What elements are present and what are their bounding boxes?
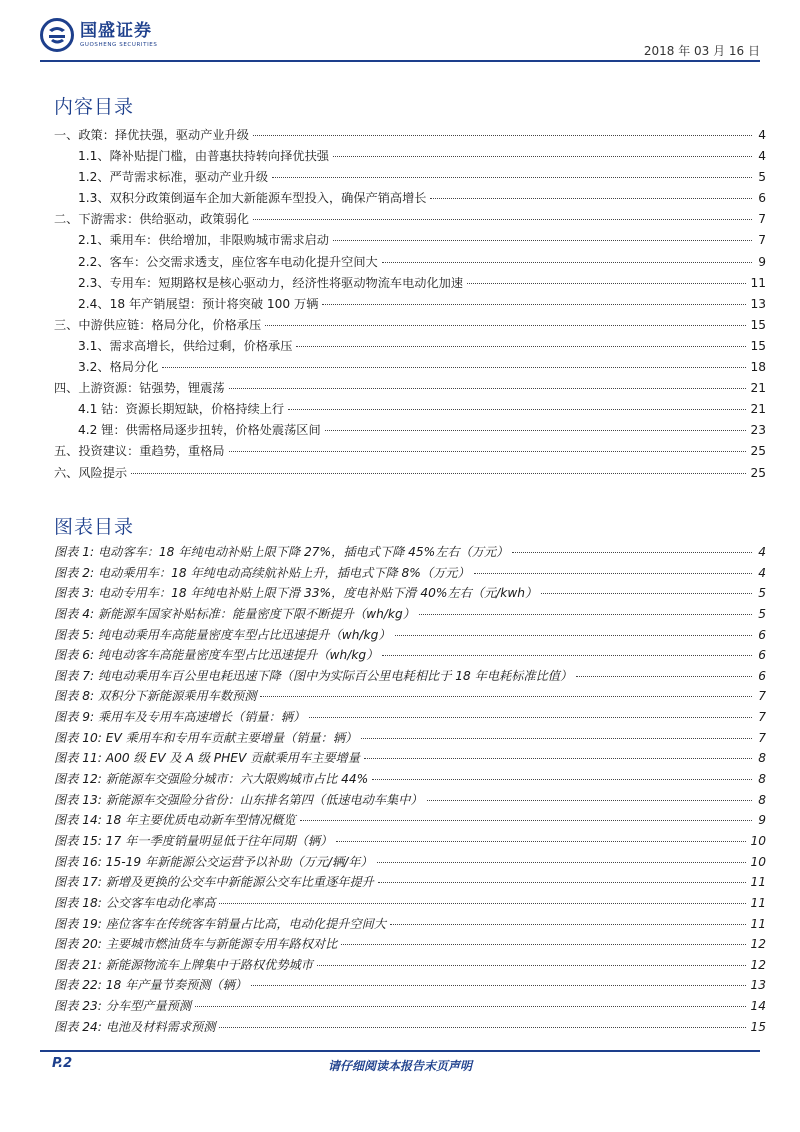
toc-entry-page: 23 [750,423,766,438]
toc-entry-label: 五、投资建议：重趋势，重格局 [54,444,225,459]
toc-entry[interactable] [54,337,766,358]
toc-entry-label: 图表 3: 电动专用车：18 年纯电补贴上限下滑 33%，度电补贴下滑 40%左右（元/kwh） [54,586,538,601]
toc-entry-page: 13 [750,296,766,311]
dot-leader [195,1006,746,1007]
toc-entry[interactable] [54,811,766,832]
toc-entry-page: 8 [758,772,766,787]
dot-leader [382,262,752,263]
toc-entry-label: 图表 24: 电池及材料需求预测 [54,1019,216,1034]
toc-entry[interactable] [54,358,766,379]
toc-entry[interactable] [54,442,766,463]
dot-leader [364,758,752,759]
toc-entry-page: 4 [758,128,766,142]
dot-leader [300,820,752,821]
toc-entry[interactable] [54,464,766,485]
disclaimer-note: 请仔细阅读本报告末页声明 [327,1059,472,1073]
toc-entry[interactable] [54,295,766,316]
dot-leader [229,388,747,389]
toc-entry-page: 25 [750,465,766,480]
toc-entry-label: 图表 12: 新能源车交强险分城市：六大限购城市占比 44% [54,772,369,787]
toc-entry-label: 图表 6: 纯电动客车高能量密度车型占比迅速提升（wh/kg） [54,648,379,663]
toc-entry-page: 4 [758,149,766,164]
toc-entry-label: 图表 16: 15-19 年新能源公交运营予以补助（万元/辆/年） [54,854,373,869]
toc-entry-page: 11 [750,916,766,931]
dot-leader [395,635,752,636]
dot-leader [325,430,747,431]
toc-entry-page: 7 [758,212,766,227]
dot-leader [361,738,752,739]
toc-entry-page: 14 [750,999,766,1014]
toc-entry-label: 一、政策：择优扶强，驱动产业升级 [54,128,249,142]
toc-entry[interactable] [54,379,766,400]
toc-entry[interactable] [54,626,766,647]
toc-entry-label: 3.2、格局分化 [78,360,159,375]
toc-entry-label: 图表 7: 纯电动乘用车百公里电耗迅速下降（图中为实际百公里电耗相比于 18 年电耗标准比值） [54,668,573,683]
toc-entry[interactable] [54,231,766,252]
toc-entry-label: 2.4、18 年产销展望：预计将突破 100 万辆 [78,296,319,311]
dot-leader [372,779,752,780]
page-number: P.2 [52,1056,73,1071]
guosheng-logo-icon [40,18,74,52]
dot-leader [474,573,752,574]
toc-entry-page: 6 [758,191,766,206]
toc-entry-label: 二、下游需求：供给驱动，政策弱化 [54,212,249,227]
toc-entry[interactable] [54,915,766,936]
dot-leader [265,325,746,326]
toc-entry-page: 6 [758,668,766,683]
figures-list [54,543,766,1038]
toc-entry-label: 图表 18: 公交客车电动化率高 [54,895,216,910]
dot-leader [219,1027,746,1028]
toc-entry-page: 15 [750,317,766,332]
toc-entry[interactable] [54,605,766,626]
toc-entry[interactable] [54,832,766,853]
toc-entry[interactable] [54,729,766,750]
toc-entry-label: 图表 20: 主要城市燃油货车与新能源专用车路权对比 [54,937,338,952]
dot-leader [378,882,747,883]
dot-leader [390,924,746,925]
dot-leader [576,676,752,677]
dot-leader [336,841,746,842]
toc-entry-label: 3.1、需求高增长，供给过剩，价格承压 [78,338,293,353]
toc-entry[interactable] [54,749,766,770]
dot-leader [253,135,752,136]
toc-entry[interactable] [54,1018,766,1039]
toc-entry[interactable] [54,564,766,585]
toc-entry[interactable] [54,935,766,956]
toc-entry-label: 六、风险提示 [54,465,128,480]
dot-leader [251,985,746,986]
toc-entry-page: 11 [750,895,766,910]
toc-entry-page: 18 [750,360,766,375]
toc-entry[interactable] [54,147,766,168]
toc-entry[interactable] [54,274,766,295]
dot-leader [341,944,746,945]
toc-entry-label: 2.3、专用车：短期路权是核心驱动力，经济性将驱动物流车电动化加速 [78,275,464,290]
toc-entry-page: 15 [750,1019,766,1034]
toc-entry[interactable] [54,400,766,421]
toc-entry-label: 图表 9: 乘用车及专用车高速增长（销量：辆） [54,710,306,725]
toc-entry[interactable] [54,853,766,874]
toc-entry-label: 图表 10: EV 乘用车和专用车贡献主要增量（销量：辆） [54,730,358,745]
toc-entry-label: 图表 17: 新增及更换的公交车中新能源公交车比重逐年提升 [54,875,374,890]
dot-leader [131,473,746,474]
toc-entry-page: 10 [750,854,766,869]
toc-entry[interactable] [54,126,766,147]
toc-entry[interactable] [54,687,766,708]
toc-entry-page: 6 [758,627,766,642]
toc-entry[interactable] [54,189,766,210]
toc-entry[interactable] [54,584,766,605]
toc-entry-label: 图表 1: 电动客车：18 年纯电动补贴上限下降 27%，插电式下降 45%左右（万元） [54,545,509,559]
toc-entry-label: 三、中游供应链：格局分化，价格承压 [54,317,262,332]
toc-entry-page: 5 [758,170,766,185]
dot-leader [467,283,746,284]
toc-entry-label: 图表 4: 新能源车国家补贴标准：能量密度下限不断提升（wh/kg） [54,606,415,621]
toc-entry-page: 15 [750,338,766,353]
figures-title: 图表目录 [54,516,135,538]
toc-entry[interactable] [54,316,766,337]
toc-entry[interactable] [54,976,766,997]
report-date: 2018 年 03 月 16 日 [643,44,760,58]
toc-entry-label: 图表 14: 18 年主要优质电动新车型情况概览 [54,813,296,828]
toc-entry-page: 7 [758,710,766,725]
toc-entry[interactable] [54,543,766,564]
toc-entry-label: 1.1、降补贴提门槛，由普惠扶持转向择优扶强 [78,149,329,164]
toc-entry-label: 图表 19: 座位客车在传统客车销量占比高，电动化提升空间大 [54,916,387,931]
toc-entry-label: 图表 2: 电动乘用车：18 年纯电动高续航补贴上升，插电式下降 8%（万元） [54,565,470,580]
toc-entry-label: 图表 22: 18 年产量节奏预测（辆） [54,978,247,993]
toc-entry-page: 9 [758,254,766,269]
dot-leader [377,862,747,863]
dot-leader [229,451,747,452]
header-divider [40,60,760,62]
toc-entry-label: 图表 23: 分车型产量预测 [54,999,192,1014]
toc-entry-label: 图表 11: A00 级 EV 及 A 级 PHEV 贡献乘用车主要增量 [54,751,360,766]
toc-entry-label: 2.1、乘用车：供给增加，非限购城市需求启动 [78,233,329,248]
toc-entry-page: 7 [758,689,766,704]
toc-entry-page: 21 [750,381,766,396]
toc-entry[interactable] [54,708,766,729]
toc-entry-page: 4 [758,545,766,559]
toc-entry-label: 图表 5: 纯电动乘用车高能量密度车型占比迅速提升（wh/kg） [54,627,391,642]
toc-entry-label: 1.2、严苛需求标准，驱动产业升级 [78,170,269,185]
toc-entry-page: 5 [758,586,766,601]
page-header [40,18,760,62]
dot-leader [272,177,752,178]
toc-entry[interactable] [54,646,766,667]
toc-entry-page: 10 [750,833,766,848]
contents-list [54,126,766,485]
toc-entry-label: 图表 8: 双积分下新能源乘用车数预测 [54,689,257,704]
contents-title: 内容目录 [54,96,135,118]
toc-entry[interactable] [54,894,766,915]
toc-entry[interactable] [54,253,766,274]
toc-entry-page: 6 [758,648,766,663]
dot-leader [333,156,752,157]
toc-entry-page: 7 [758,233,766,248]
dot-leader [219,903,746,904]
dot-leader [427,800,752,801]
toc-entry-label: 1.3、双积分政策倒逼车企加大新能源车型投入，确保产销高增长 [78,191,427,206]
toc-entry-page: 7 [758,730,766,745]
toc-entry-label: 四、上游资源：钴强势，锂震荡 [54,381,225,396]
toc-entry-page: 25 [750,444,766,459]
toc-entry-page: 11 [750,275,766,290]
toc-entry-label: 4.2 锂：供需格局逐步扭转，价格处震荡区间 [78,423,321,438]
toc-entry-page: 11 [750,875,766,890]
toc-entry-label: 图表 15: 17 年一季度销量明显低于往年同期（辆） [54,833,333,848]
dot-leader [317,965,747,966]
toc-entry[interactable] [54,770,766,791]
toc-entry[interactable] [54,873,766,894]
toc-entry-page: 8 [758,792,766,807]
toc-entry[interactable] [54,791,766,812]
dot-leader [288,409,746,410]
company-logo [40,18,157,52]
dot-leader [260,696,752,697]
dot-leader [419,614,752,615]
toc-entry[interactable] [54,997,766,1018]
dot-leader [333,240,752,241]
dot-leader [296,346,746,347]
dot-leader [309,717,752,718]
toc-entry-label: 图表 13: 新能源车交强险分省份：山东排名第四（低速电动车集中） [54,792,423,807]
company-name-cn: 国盛证券 [80,21,152,41]
toc-entry-page: 5 [758,606,766,621]
toc-entry-page: 12 [750,957,766,972]
dot-leader [430,198,752,199]
toc-entry[interactable] [54,421,766,442]
toc-entry[interactable] [54,210,766,231]
toc-entry-page: 8 [758,751,766,766]
footer-divider [40,1050,760,1052]
toc-entry-page: 12 [750,937,766,952]
toc-entry-label: 2.2、客车：公交需求透支，座位客车电动化提升空间大 [78,254,378,269]
toc-entry-label: 图表 21: 新能源物流车上牌集中于路权优势城市 [54,957,313,972]
dot-leader [382,655,752,656]
dot-leader [512,552,752,553]
toc-entry[interactable] [54,168,766,189]
toc-entry-page: 4 [758,565,766,580]
toc-entry[interactable] [54,956,766,977]
toc-entry-page: 9 [758,813,766,828]
dot-leader [541,593,752,594]
dot-leader [162,367,746,368]
dot-leader [253,219,752,220]
toc-entry-label: 4.1 钴：资源长期短缺，价格持续上行 [78,402,285,417]
toc-entry-page: 13 [750,978,766,993]
dot-leader [322,304,746,305]
company-name-en: GUOSHENG SECURITIES [80,42,158,48]
toc-entry[interactable] [54,667,766,688]
toc-entry-page: 21 [750,402,766,417]
